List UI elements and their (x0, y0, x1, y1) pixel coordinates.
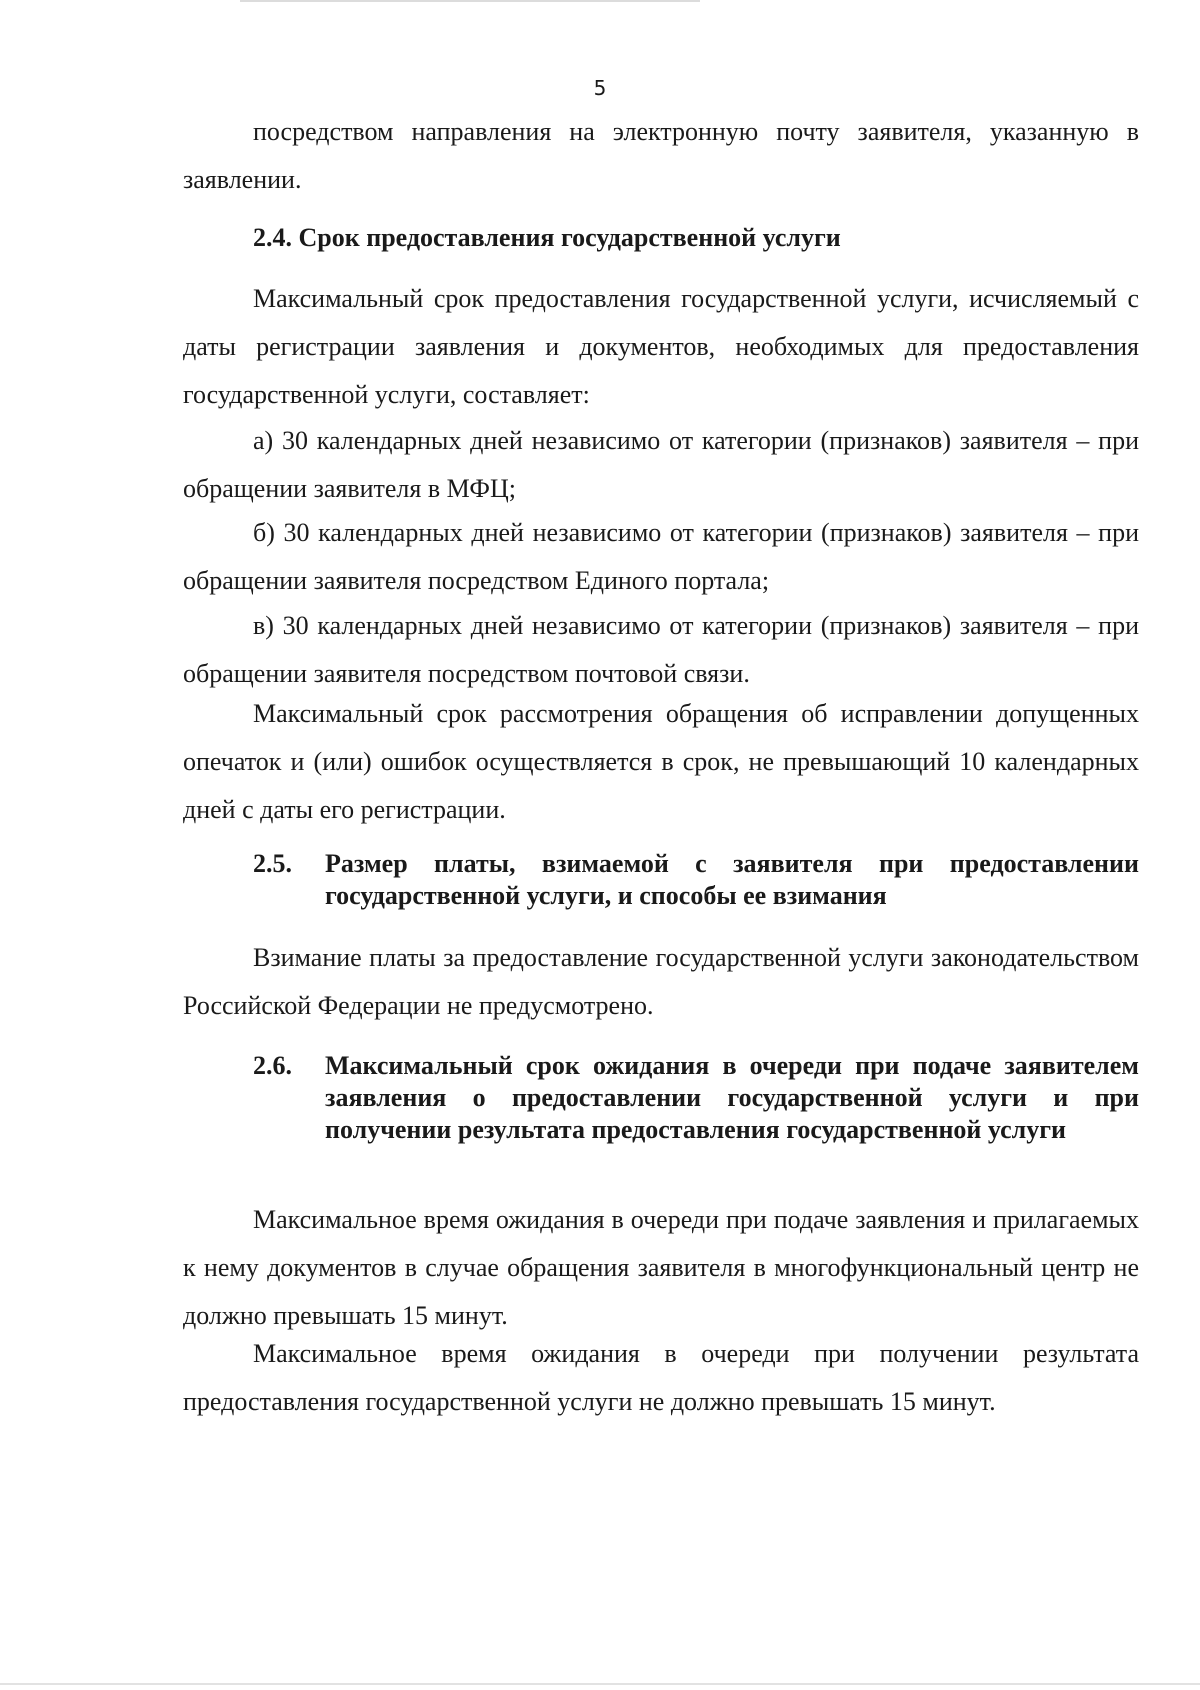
paragraph-queue-submit: Максимальное время ожидания в очереди при подаче заявления и прилагаемых к нему документов в случае обращения заявителя в многофункциональный центр не должно превышать 15 минут. (183, 1205, 1139, 1330)
scan-artifact-bottom (0, 1683, 1200, 1685)
paragraph-error-correction: Максимальный срок рассмотрения обращения об исправлении допущенных опечаток и (или) ошибок осуществляется в срок, не превышающий 10 календарных дней с даты его регистрации. (183, 699, 1139, 824)
section-title: Максимальный срок ожидания в очереди при подаче заявителем заявления о предоставлении государственной услуги и при получении результата предоставления государственной услуги (325, 1051, 1139, 1144)
section-heading-2-4 (253, 222, 853, 254)
scan-artifact-top (240, 0, 700, 2)
section-number: 2.5. (253, 849, 292, 878)
paragraph-intro: посредством направления на электронную почту заявителя, указанную в заявлении. (183, 117, 1139, 194)
list-item-b: б) 30 календарных дней независимо от категории (признаков) заявителя – при обращении заявителя посредством Единого портала; (183, 518, 1139, 595)
section-heading-2-6 (253, 1050, 1139, 1146)
paragraph-max-term: Максимальный срок предоставления государственной услуги, исчисляемый с даты регистрации заявления и документов, необходимых для предоставления государственной услуги, составляет: (183, 284, 1139, 409)
section-number: 2.6. (253, 1051, 292, 1080)
list-item-a: а) 30 календарных дней независимо от категории (признаков) заявителя – при обращении заявителя в МФЦ; (183, 426, 1139, 503)
paragraph-fee: Взимание платы за предоставление государственной услуги законодательством Российской Федерации не предусмотрено. (183, 943, 1139, 1020)
section-number: 2.4. (253, 223, 292, 252)
list-item-v: в) 30 календарных дней независимо от категории (признаков) заявителя – при обращении заявителя посредством почтовой связи. (183, 611, 1139, 688)
paragraph-queue-result: Максимальное время ожидания в очереди при получении результата предоставления государственной услуги не должно превышать 15 минут. (183, 1339, 1139, 1416)
section-title: Срок предоставления государственной услуги (298, 223, 841, 252)
section-title: Размер платы, взимаемой с заявителя при предоставлении государственной услуги, и способы ее взимания (325, 849, 1139, 910)
page-number: 5 (593, 76, 607, 100)
section-heading-2-5 (253, 848, 1139, 912)
